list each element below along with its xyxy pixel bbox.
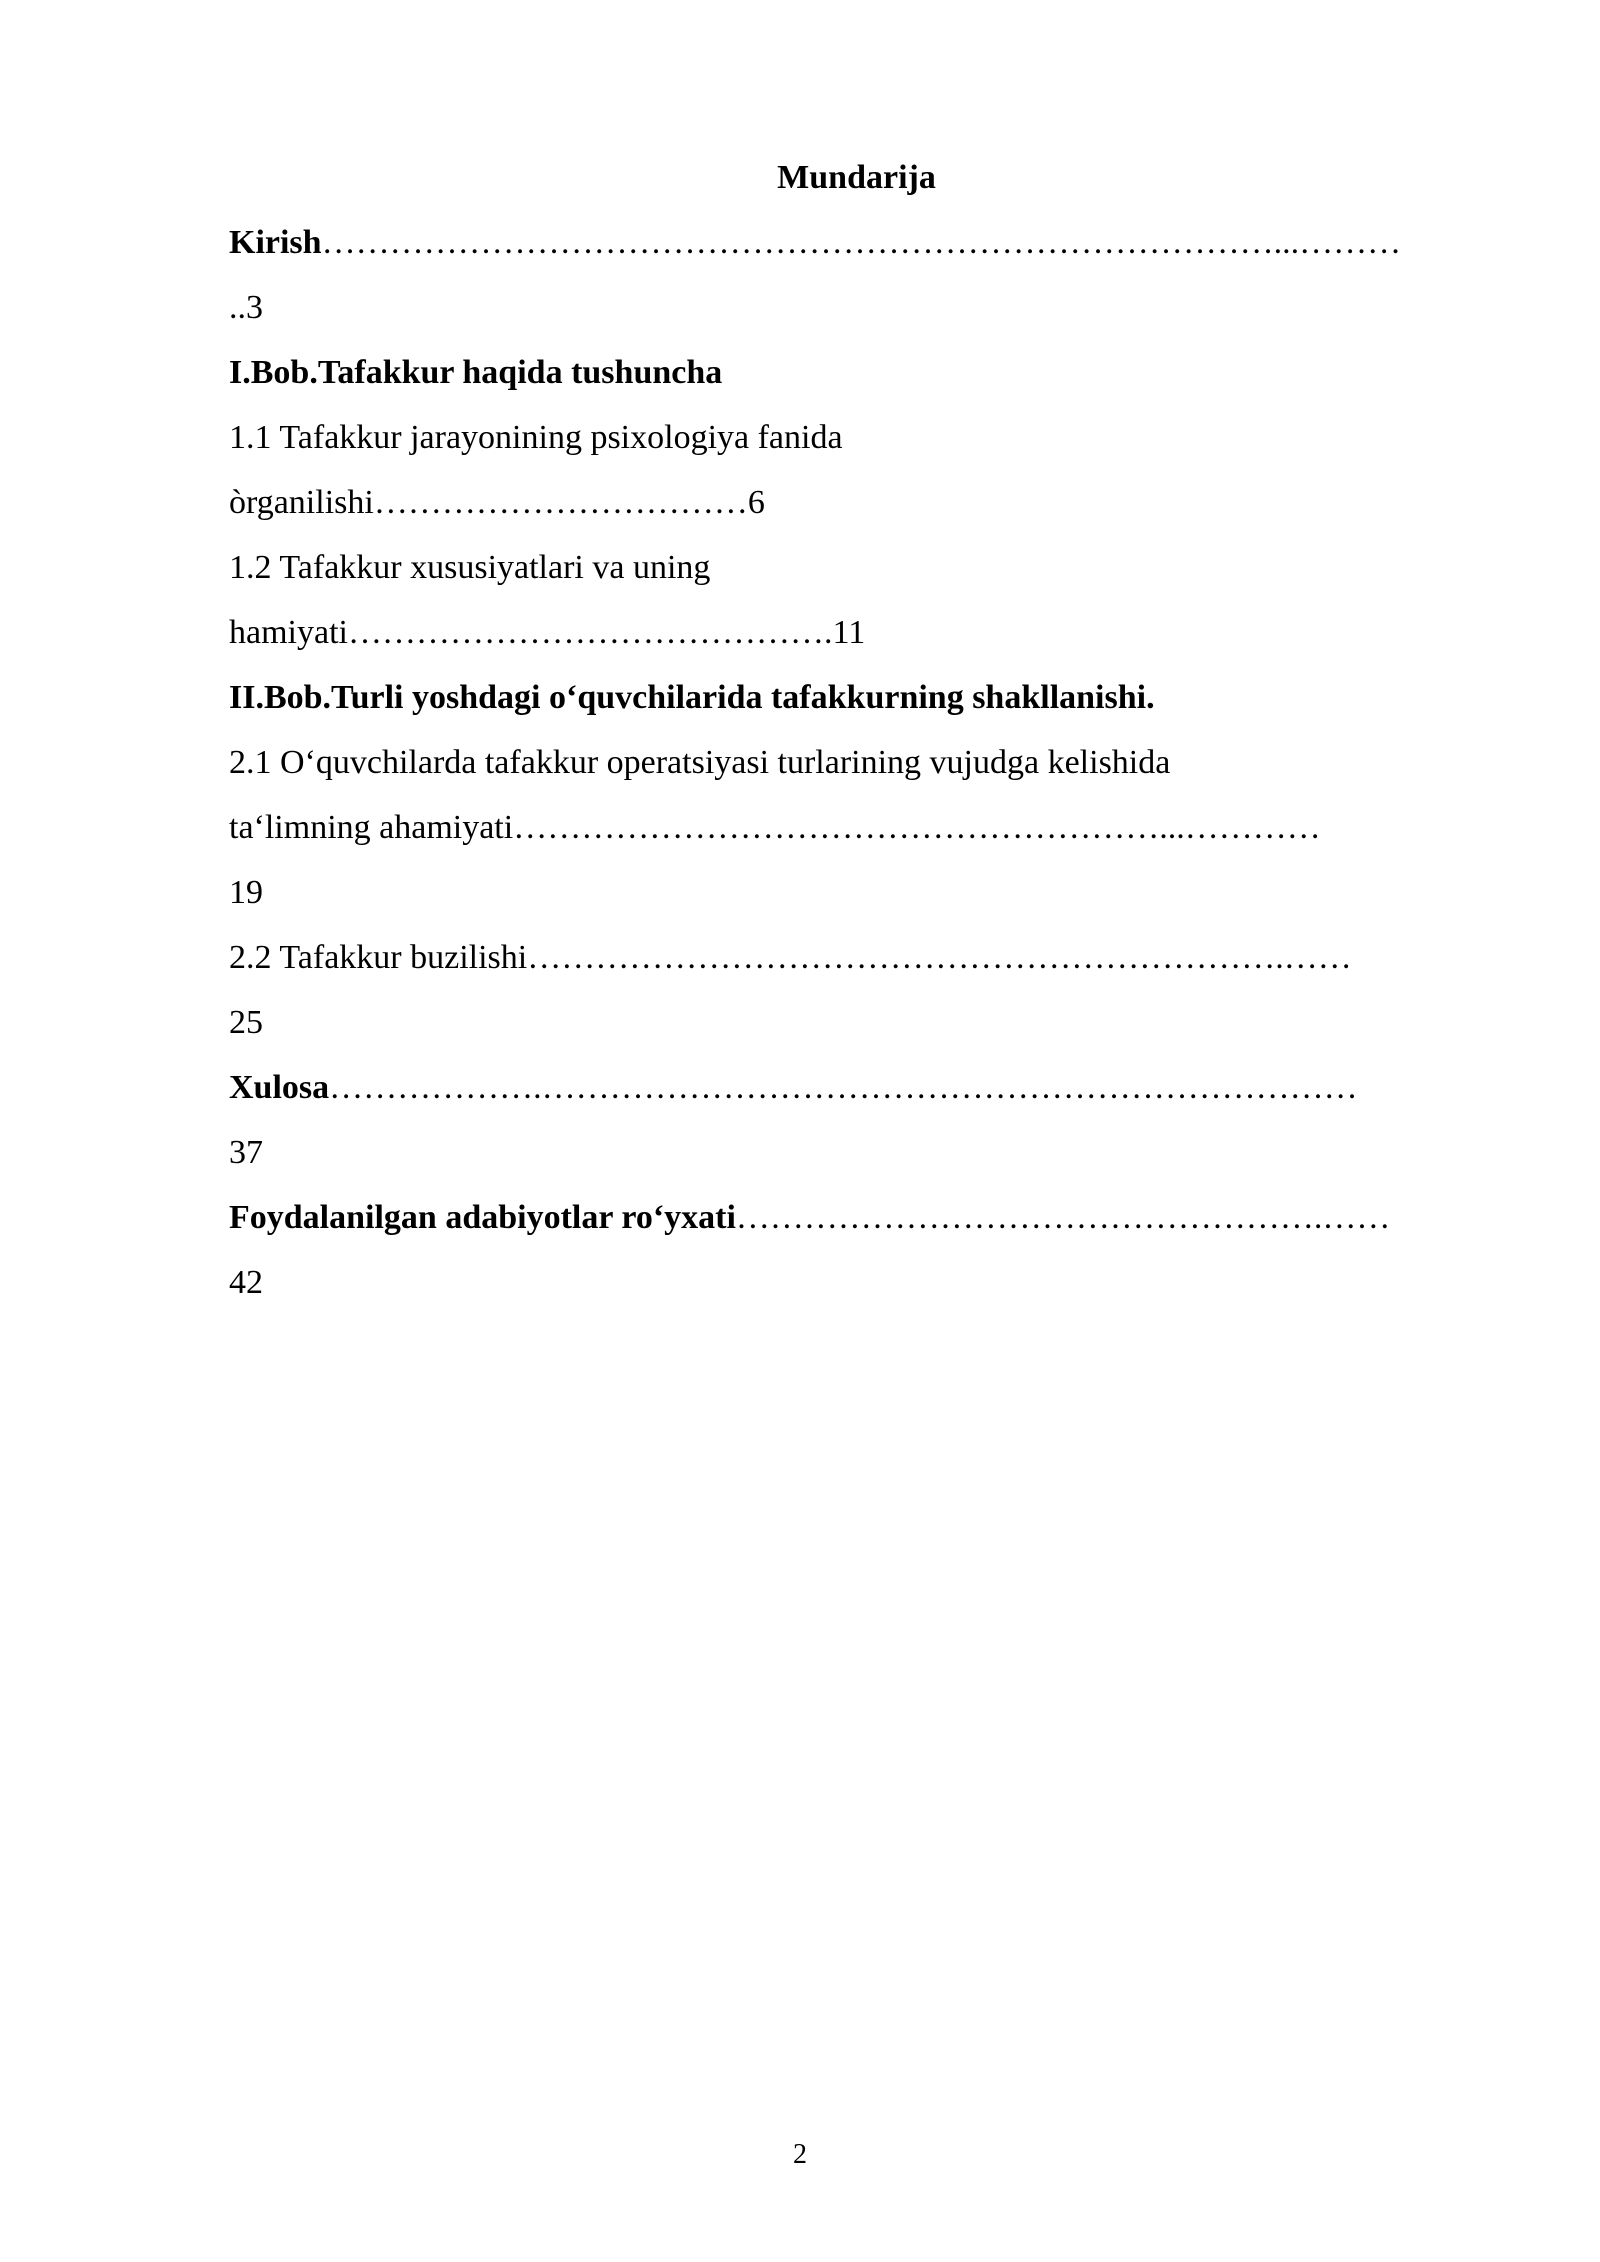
toc-entry-kirish [229,210,1484,275]
toc-title: Mundarija [777,159,936,196]
toc-section-1-2-cont: hamiyati…………………………………….11 [229,614,866,651]
toc-entry-label: Foydalanilgan adabiyotlar ro‘yxati [229,1199,736,1236]
toc-section-2-1-cont: ta‘limning ahamiyati…………………………………………………...………… [229,809,1321,846]
toc-chapter-2: II.Bob.Turli yoshdagi o‘quvchilarida tafakkurning shakllanishi. [229,679,1155,716]
toc-section-1-1-cont: òrganilishi……………………………6 [229,484,765,521]
page-number: 2 [793,2139,807,2170]
toc-section-1-1: 1.1 Tafakkur jarayonining psixologiya fanida [229,419,843,456]
table-of-contents [229,145,1484,1315]
toc-page-ref: 25 [229,1004,263,1041]
toc-leader: …………………………………………………………………………...……… [321,224,1402,261]
toc-chapter-1: I.Bob.Tafakkur haqida tushuncha [229,354,723,391]
toc-section-2-2: 2.2 Tafakkur buzilishi………………………………………………………….…… [229,939,1352,976]
toc-entry-xulosa [229,1055,1484,1120]
toc-leader: …………………………………………….…… [735,1199,1391,1236]
toc-section-1-2: 1.2 Tafakkur xususiyatlari va uning [229,549,711,586]
toc-page-ref: ..3 [229,289,263,326]
toc-entry-label: Kirish [229,224,322,261]
toc-page-ref: 37 [229,1134,263,1171]
toc-leader: ……………….……………………………………………………………… [329,1069,1358,1106]
toc-page-ref: 19 [229,874,263,911]
toc-section-2-1: 2.1 O‘quvchilarda tafakkur operatsiyasi turlarining vujudga kelishida [229,744,1171,781]
toc-page-ref: 42 [229,1264,263,1301]
toc-entry-label: Xulosa [229,1069,330,1106]
toc-entry-references [229,1185,1484,1250]
